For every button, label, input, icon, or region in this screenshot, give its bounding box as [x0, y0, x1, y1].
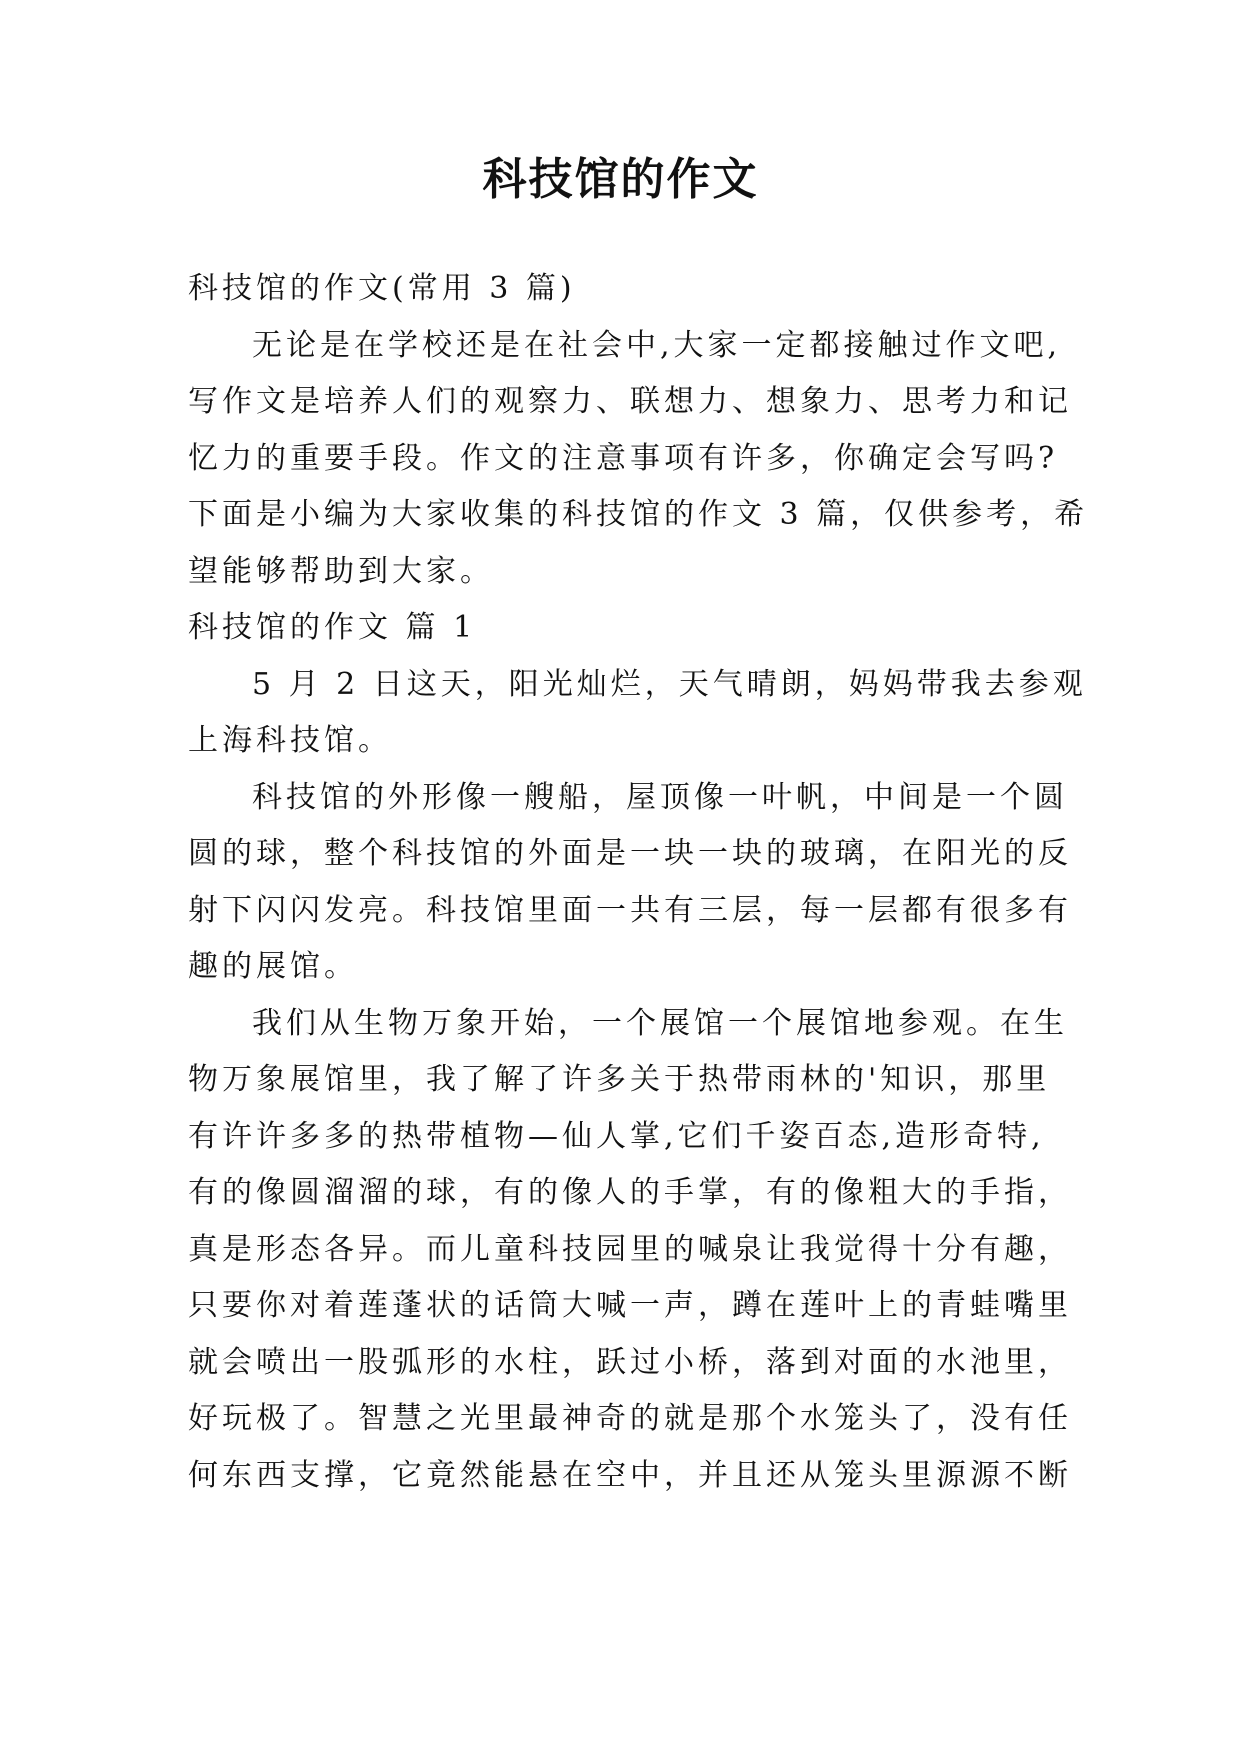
- text-line: 趣的展馆。: [188, 949, 358, 984]
- text-line: 科技馆的外形像一艘船，屋顶像一叶帆，中间是一个圆: [252, 779, 1068, 815]
- text-line: 望能够帮助到大家。: [188, 553, 494, 589]
- text-line: 真是形态各异。而儿童科技园里的喊泉让我觉得十分有趣，: [188, 1231, 1072, 1267]
- text-line: 无论是在学校还是在社会中,大家一定都接触过作文吧,: [252, 327, 1062, 363]
- text-line: 射下闪闪发亮。科技馆里面一共有三层，每一层都有很多有: [188, 892, 1072, 928]
- text-line: 好玩极了。智慧之光里最神奇的就是那个水笼头了，没有任: [188, 1401, 1072, 1436]
- text-line: 上海科技馆。: [188, 723, 392, 758]
- text-line: 科技馆的作文(常用 3 篇): [188, 271, 576, 306]
- text-line: 我们从生物万象开始，一个展馆一个展馆地参观。在生: [252, 1005, 1068, 1041]
- document-body: [188, 261, 1089, 1504]
- text-line: 何东西支撑，它竟然能悬在空中，并且还从笼头里源源不断: [188, 1457, 1072, 1493]
- text-line: 写作文是培养人们的观察力、联想力、想象力、思考力和记: [188, 384, 1072, 419]
- text-line: 物万象展馆里，我了解了许多关于热带雨林的'知识，那里: [188, 1062, 1051, 1097]
- text-line: 就会喷出一股弧形的水柱，跃过小桥，落到对面的水池里，: [188, 1344, 1072, 1380]
- text-line: 圆的球，整个科技馆的外面是一块一块的玻璃，在阳光的反: [188, 836, 1072, 871]
- text-line: 下面是小编为大家收集的科技馆的作文 3 篇，仅供参考，希: [188, 497, 1089, 532]
- text-line: 只要你对着莲蓬状的话筒大喊一声，蹲在莲叶上的青蛙嘴里: [188, 1288, 1072, 1323]
- text-line: 科技馆的作文 篇 1: [188, 610, 477, 645]
- text-line: 忆力的重要手段。作文的注意事项有许多，你确定会写吗?: [188, 440, 1059, 476]
- text-line: 有的像圆溜溜的球，有的像人的手掌，有的像粗大的手指，: [188, 1175, 1072, 1210]
- text-line: 5 月 2 日这天，阳光灿烂，天气晴朗，妈妈带我去参观: [252, 666, 1087, 702]
- text-line: 有许许多多的热带植物—仙人掌,它们千姿百态,造形奇特,: [188, 1118, 1045, 1154]
- page-title: 科技馆的作文: [482, 154, 759, 205]
